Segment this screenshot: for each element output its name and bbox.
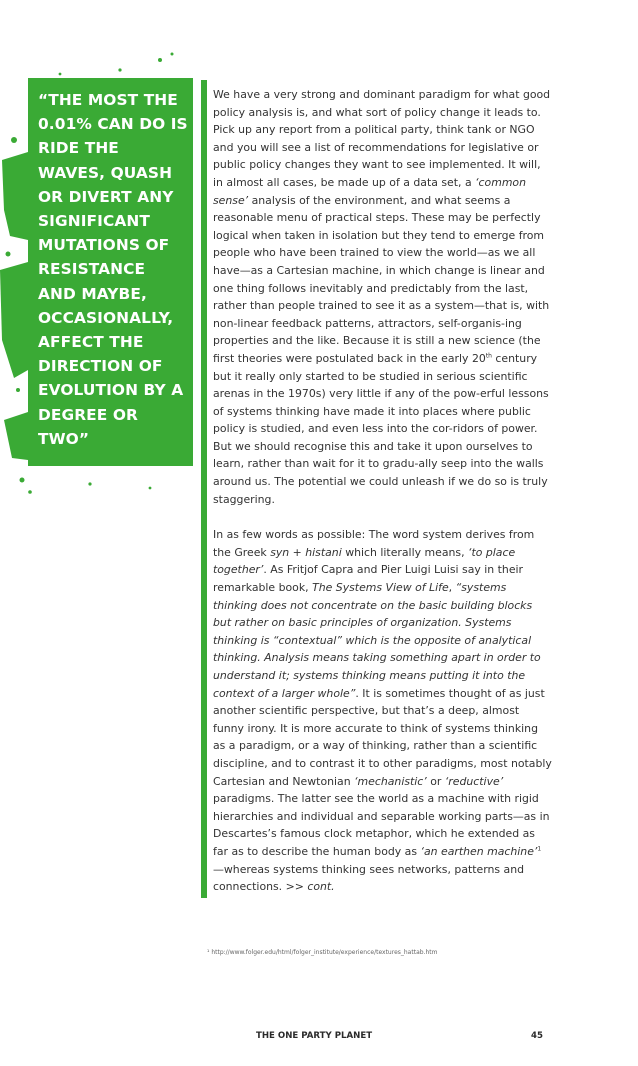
page-number: 45 bbox=[531, 1031, 543, 1041]
paragraph-1: We have a very strong and dominant paradigm for what good policy analysis is, and what sort of policy change it leads to. Pick up any report from a political party, think tank or NGO and you will see a list of recommendations for legislative or public policy changes they want to see implemented. It will, in almost all cases, be made up of a data set, a ‘common sense’ analysis of the environment, and what seems a reasonable menu of practical steps. These may be perfectly logical when taken in isolation but they tend to emerge from people who have been trained to view the world—as we all have—as a Cartesian machine, in which change is linear and one thing follows inevitably and predictably from the last, rather than people trained to see it as a system—that is, with non-linear feedback patterns, attractors, self-organis-ing properties and the like. Because it is still a new science (the first theories were postulated back in the early 20th century but it really only started to be studied in serious scientific arenas in the 1970s) very little if any of the pow-erful lessons of systems thinking have made it into places where public policy is studied, and even less into the cor-ridors of power. But we should recognise this and take it upon ourselves to learn, rather than wait for it to gradu-ally seep into the walls around us. The potential we could unleash if we do so is truly staggering. bbox=[213, 88, 551, 506]
vertical-accent-rule bbox=[201, 80, 207, 898]
paragraph-2: In as few words as possible: The word system derives from the Greek syn + histani which literally means, ‘to place together’. As Fritjof Capra and Pier Luigi Luisi say in their remarkable book, The Systems View of Life, “systems thinking does not concentrate on the basic building blocks but rather on basic principles of organization. Systems thinking is “contextual” which is the opposite of analytical thinking. Analysis means taking something apart in order to understand it; systems thinking means putting it into the context of a larger whole”. It is sometimes thought of as just another scientific perspective, but that’s a deep, almost funny irony. It is more accurate to think of systems thinking as a paradigm, or a way of thinking, rather than a scientific discipline, and to contrast it to other paradigms, most notably Cartesian and Newtonian ‘mechanistic’ or ‘reductive’ paradigms. The latter see the world as a machine with rigid hierarchies and individual and separable working parts—as in Descartes’s famous clock metaphor, which he extended as far as to describe the human body as ‘an earthen machine’$^1$ —whereas systems thinking sees networks, patterns and connections. >> cont. bbox=[213, 528, 552, 894]
article-body bbox=[213, 86, 553, 914]
pull-quote: “THE MOST THE 0.01% CAN DO IS RIDE THE WAVES, QUASH OR DIVERT ANY SIGNIFICANT MUTATIONS OF RESISTANCE AND MAYBE, OCCASIONALLY, AFFECT THE DIRECTION OF EVOLUTION BY A DEGREE OR TWO” bbox=[38, 91, 188, 448]
footer-publication-title: THE ONE PARTY PLANET bbox=[256, 1031, 373, 1041]
footnote: ¹ http://www.folger.edu/html/folger_institute/experience/textures_hattab.htm bbox=[207, 949, 438, 956]
